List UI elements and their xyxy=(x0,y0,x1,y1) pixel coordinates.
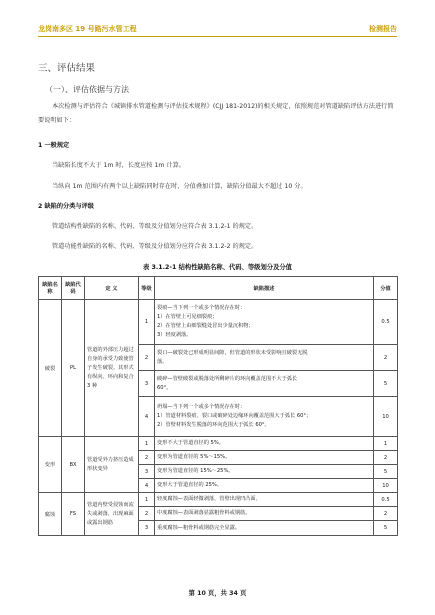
description-line: 裂痕—当下列一个或多个情况存在时： xyxy=(157,305,246,311)
defect-code-cell: FS xyxy=(62,493,85,536)
description-line: 重度腐蚀—粗骨料或钢筋完全显露。 xyxy=(157,524,241,531)
description-cell xyxy=(155,300,374,345)
score-cell: 2 xyxy=(374,451,398,465)
defect-code-cell: PL xyxy=(62,300,85,437)
rule1-line1: 当缺陷长度不大于 1m 时，长度应按 1m 计算。 xyxy=(52,162,185,169)
header-defect-name: 缺陷名称 xyxy=(39,277,62,300)
header-description: 缺陷描述 xyxy=(155,277,374,300)
table-header-row xyxy=(39,277,398,300)
defect-table xyxy=(38,276,398,536)
description-line: 坍塌—当下列一个或多个情况存在时： xyxy=(157,404,246,410)
description-cell xyxy=(155,479,374,493)
table-caption: 表 3.1.2-1 结构性缺陷名称、代码、等级划分及分值 xyxy=(143,264,292,271)
rule2-line1: 管道结构性缺陷的名称、代码、等级及分值划分应符合表 3.1.2-1 的规定。 xyxy=(52,223,258,230)
grade-cell: 3 xyxy=(139,371,155,397)
description-line: 变形不大于管道直径的 5%。 xyxy=(157,440,224,446)
page-header xyxy=(38,22,397,37)
header-defect-code: 缺陷代码 xyxy=(62,277,85,300)
grade-cell: 1 xyxy=(139,437,155,451)
grade-cell: 1 xyxy=(139,493,155,507)
score-cell: 2 xyxy=(374,345,398,371)
table-row xyxy=(39,437,398,451)
description-cell xyxy=(155,437,374,451)
subsection-title: （一）、评估依据与方法 xyxy=(45,85,129,94)
definition-cell: 管道受外力挤压造成形状变异 xyxy=(85,437,139,493)
header-definition: 定 义 xyxy=(85,277,139,300)
grade-cell: 1 xyxy=(139,300,155,345)
table-body xyxy=(39,300,398,536)
description-line: 落。 xyxy=(157,358,168,365)
description-line: 2）在管壁上由细裂缝处冒出少量沉积物； xyxy=(157,323,254,329)
description-line: 变形大于管道直径的 25%。 xyxy=(157,482,223,488)
description-line: 破碎—管壁破裂或脱落处所剩碎片的环向覆盖范围不大于弧长 xyxy=(157,375,298,382)
score-cell: 0.5 xyxy=(374,493,398,507)
score-cell: 10 xyxy=(374,397,398,437)
description-line: 1）在管壁上可见细裂痕； xyxy=(157,314,218,320)
definition-cell: 管道内壁受侵蚀而流失或剥落，出现麻面或露出钢筋 xyxy=(85,493,139,536)
description-cell xyxy=(155,507,374,521)
description-line: 裂口—破裂处已形成明显间隙，但管道的形状未受影响且破裂无脱 xyxy=(157,349,308,356)
score-cell: 5 xyxy=(374,521,398,536)
description-line: 3）轻度剥落。 xyxy=(157,332,192,338)
description-cell xyxy=(155,465,374,479)
grade-cell: 2 xyxy=(139,507,155,521)
intro-paragraph: 本次检测与评估符合《城镇排水管道检测与评估技术规程》(CJJ 181-2012)的相关规定，依照规范对管道缺陷评估方法进行简要说明如下： xyxy=(38,103,394,124)
table-row xyxy=(39,300,398,345)
defect-name-cell: 腐蚀 xyxy=(39,493,62,536)
rule2-line2: 管道功能性缺陷的名称、代码、等级及分值划分应符合表 3.1.2-2 的规定。 xyxy=(52,243,258,250)
description-line: 60°。 xyxy=(157,384,172,391)
score-cell: 5 xyxy=(374,465,398,479)
grade-cell: 3 xyxy=(139,521,155,536)
grade-cell: 4 xyxy=(139,397,155,437)
defect-name-cell: 变形 xyxy=(39,437,62,493)
description-line: 2）管壁材料发生脱落的环向范围大于弧长 60°。 xyxy=(157,422,270,428)
description-line: 中度腐蚀—表面剥落显露粗骨料或钢筋。 xyxy=(157,510,251,516)
description-cell xyxy=(155,371,374,397)
grade-cell: 4 xyxy=(139,479,155,493)
table-row xyxy=(39,493,398,507)
header-report-type: 检测报告 xyxy=(369,25,397,33)
section-title: 三、评估结果 xyxy=(38,63,96,74)
description-cell xyxy=(155,451,374,465)
score-cell: 0.5 xyxy=(374,300,398,345)
defect-code-cell: BX xyxy=(62,437,85,493)
header-project-name: 龙岗南多区 19 号路污水管工程 xyxy=(38,25,137,33)
description-line: 轻度腐蚀—表面轻微剥落，管壁出现凹凸面。 xyxy=(157,496,261,502)
description-cell xyxy=(155,493,374,507)
rule1-line2: 当纵向 1m 范围内有两个以上缺陷同时存在时，分值叠加计算，缺陷分值最大不超过 10 分。 xyxy=(52,183,307,190)
score-cell: 5 xyxy=(374,371,398,397)
description-line: 变形为管道直径的 15%～25%。 xyxy=(157,468,234,474)
score-cell: 10 xyxy=(374,479,398,493)
description-line: 1）管道材料裂痕、裂口或破碎处边缘环向覆盖范围大于弧长 60°； xyxy=(157,413,312,419)
grade-cell: 3 xyxy=(139,465,155,479)
grade-cell: 2 xyxy=(139,345,155,371)
score-cell: 1 xyxy=(374,437,398,451)
header-grade: 等级 xyxy=(139,277,155,300)
description-line: 变形为管道直径的 5%～15%。 xyxy=(157,454,231,460)
grade-cell: 2 xyxy=(139,451,155,465)
description-cell xyxy=(155,345,374,371)
description-cell xyxy=(155,521,374,536)
definition-cell: 管道的外部压力超过自身的承受力致使管子发生破裂。其形式有纵向、环向和复合 3 种 xyxy=(85,300,139,437)
page-footer: 第 10 页，共 34 页 xyxy=(188,590,247,597)
defect-name-cell: 破裂 xyxy=(39,300,62,437)
rule2-title: 2 缺陷的分类与评级 xyxy=(38,203,94,210)
rule1-title: 1 一般规定 xyxy=(38,142,70,149)
header-score: 分值 xyxy=(374,277,398,300)
description-cell xyxy=(155,397,374,437)
score-cell: 2 xyxy=(374,507,398,521)
